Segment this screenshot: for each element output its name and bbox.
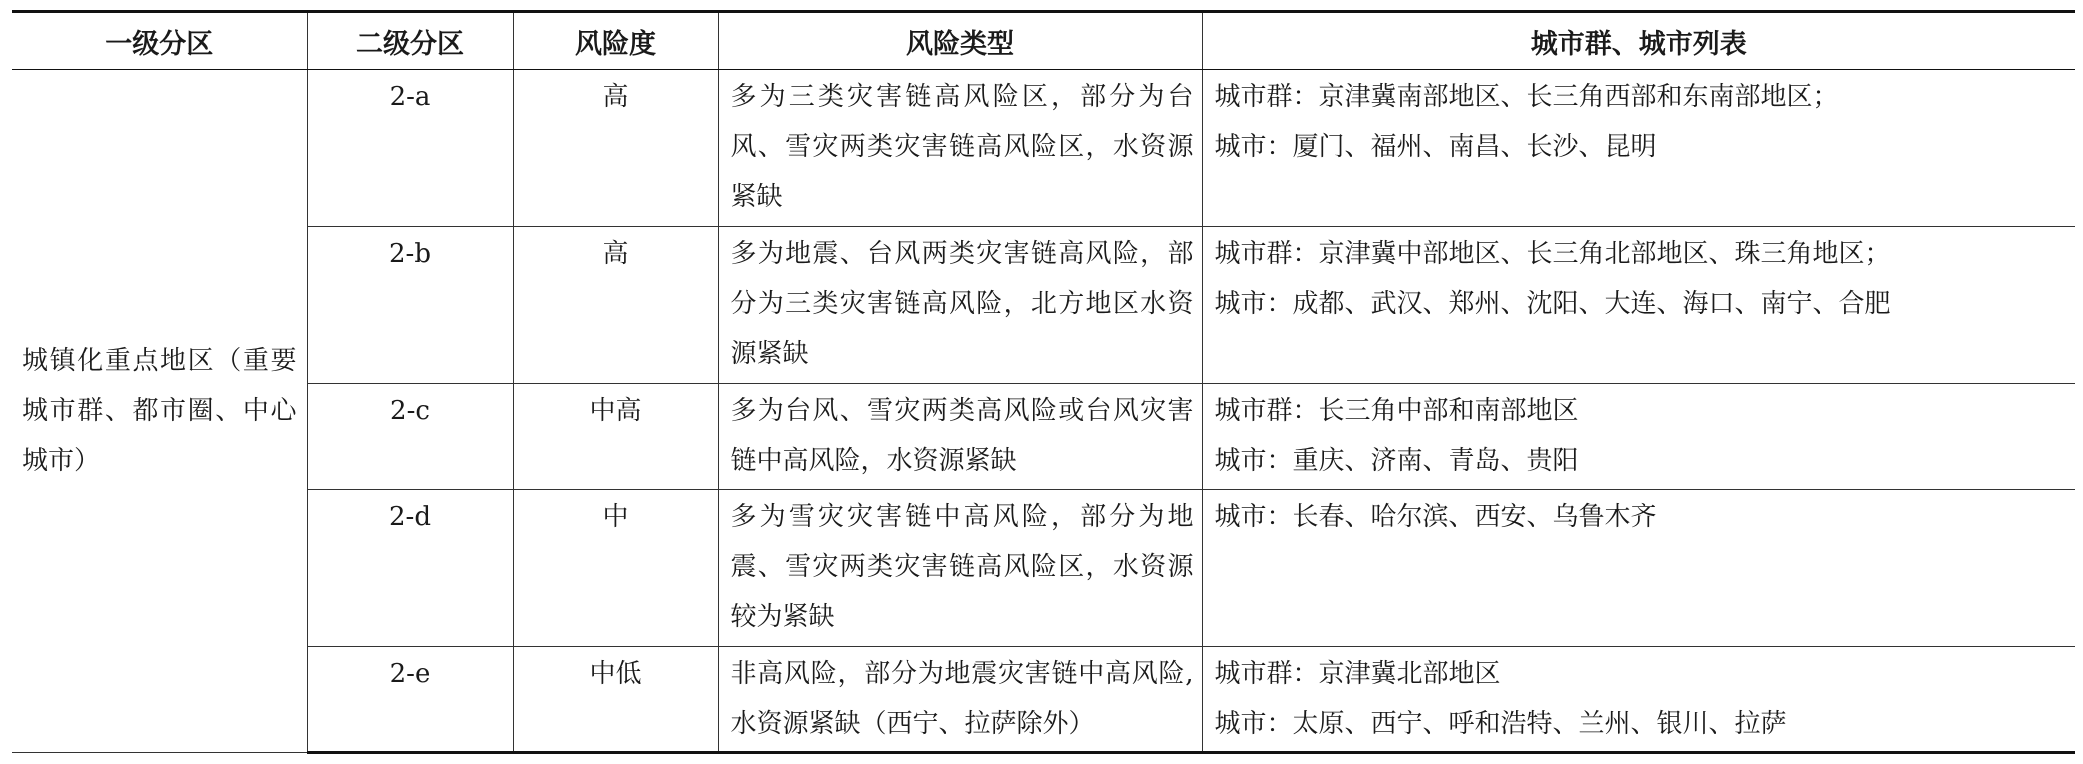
risk-type: 多为三类灾害链高风险区，部分为台风、雪灾两类灾害链高风险区，水资源紧缺 bbox=[718, 70, 1202, 227]
table-row bbox=[12, 227, 2075, 384]
risk-level: 中高 bbox=[513, 384, 718, 490]
risk-zoning-table-container bbox=[12, 10, 2075, 754]
city-line: 城市群：京津冀北部地区 bbox=[1214, 659, 1501, 689]
city-list bbox=[1202, 70, 2075, 227]
city-list bbox=[1202, 384, 2075, 490]
table-row bbox=[12, 647, 2075, 753]
zone2-code: 2-e bbox=[307, 647, 513, 753]
city-line: 城市群：长三角中部和南部地区 bbox=[1214, 396, 1579, 426]
city-line: 城市：厦门、福州、南昌、长沙、昆明 bbox=[1214, 132, 1657, 162]
risk-level: 中低 bbox=[513, 647, 718, 753]
header-row bbox=[12, 12, 2075, 70]
header-risk-level: 风险度 bbox=[513, 12, 718, 70]
risk-level: 高 bbox=[513, 70, 718, 227]
header-zone1: 一级分区 bbox=[12, 12, 307, 70]
table-row bbox=[12, 70, 2075, 227]
city-line: 城市：成都、武汉、郑州、沈阳、大连、海口、南宁、合肥 bbox=[1214, 289, 1891, 319]
city-list bbox=[1202, 490, 2075, 647]
header-city-list: 城市群、城市列表 bbox=[1202, 12, 2075, 70]
risk-zoning-table bbox=[12, 10, 2075, 754]
zone2-code: 2-b bbox=[307, 227, 513, 384]
table-row bbox=[12, 490, 2075, 647]
risk-type: 多为雪灾灾害链中高风险，部分为地震、雪灾两类灾害链高风险区，水资源较为紧缺 bbox=[718, 490, 1202, 647]
risk-type: 非高风险，部分为地震灾害链中高风险,水资源紧缺（西宁、拉萨除外） bbox=[718, 647, 1202, 753]
risk-level: 高 bbox=[513, 227, 718, 384]
city-line: 城市：长春、哈尔滨、西安、乌鲁木齐 bbox=[1214, 502, 1657, 532]
zone2-code: 2-a bbox=[307, 70, 513, 227]
header-risk-type: 风险类型 bbox=[718, 12, 1202, 70]
city-line: 城市群：京津冀南部地区、长三角西部和东南部地区； bbox=[1214, 82, 1839, 112]
city-line: 城市：重庆、济南、青岛、贵阳 bbox=[1214, 446, 1579, 476]
zone1-cell: 城镇化重点地区（重要城市群、都市圈、中心城市） bbox=[12, 70, 307, 753]
zone2-code: 2-c bbox=[307, 384, 513, 490]
city-line: 城市群：京津冀中部地区、长三角北部地区、珠三角地区； bbox=[1214, 239, 1891, 269]
risk-type: 多为地震、台风两类灾害链高风险，部分为三类灾害链高风险，北方地区水资源紧缺 bbox=[718, 227, 1202, 384]
zone2-code: 2-d bbox=[307, 490, 513, 647]
risk-type: 多为台风、雪灾两类高风险或台风灾害链中高风险，水资源紧缺 bbox=[718, 384, 1202, 490]
risk-level: 中 bbox=[513, 490, 718, 647]
city-list bbox=[1202, 647, 2075, 753]
table-row bbox=[12, 384, 2075, 490]
header-zone2: 二级分区 bbox=[307, 12, 513, 70]
city-list bbox=[1202, 227, 2075, 384]
city-line: 城市：太原、西宁、呼和浩特、兰州、银川、拉萨 bbox=[1214, 709, 1787, 739]
